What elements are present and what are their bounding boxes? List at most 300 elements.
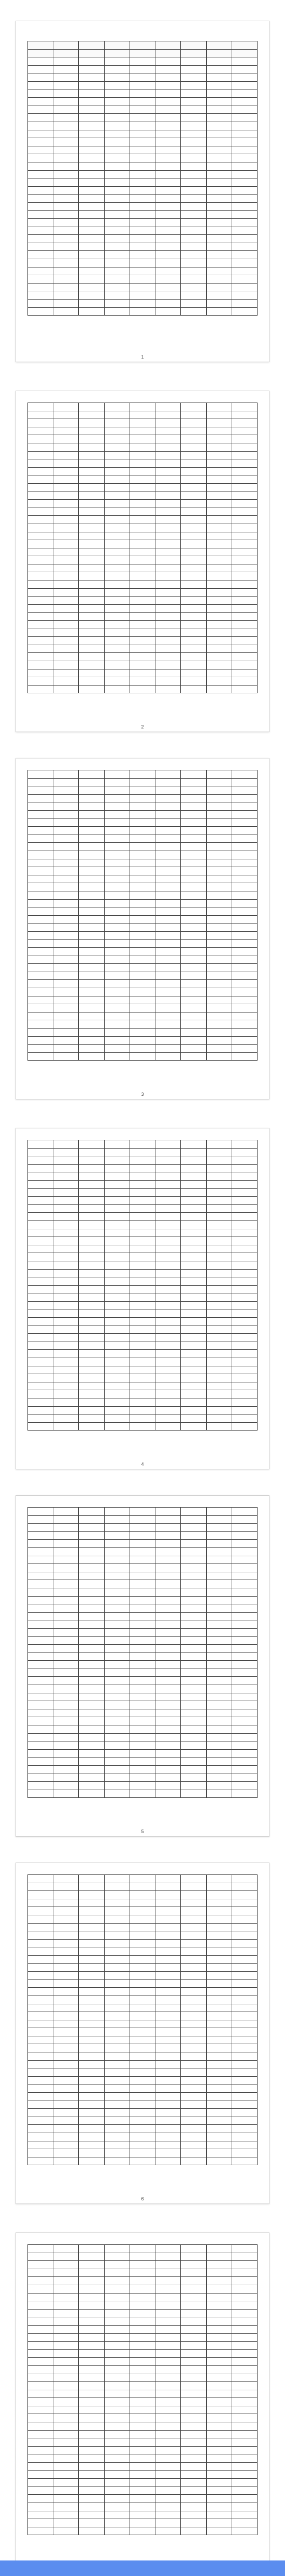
table-cell bbox=[53, 1156, 79, 1165]
table-cell bbox=[104, 1172, 130, 1181]
table-cell bbox=[181, 1180, 206, 1188]
table-cell bbox=[53, 235, 79, 243]
table-cell bbox=[53, 2093, 79, 2101]
table-cell bbox=[104, 2406, 130, 2414]
table-cell bbox=[232, 1661, 257, 1669]
table-cell bbox=[181, 1004, 206, 1012]
table-cell bbox=[104, 1245, 130, 1253]
table-cell bbox=[232, 1414, 257, 1423]
table-cell bbox=[79, 307, 104, 316]
table-cell bbox=[130, 2333, 155, 2342]
table-cell bbox=[53, 2486, 79, 2495]
table-cell bbox=[28, 90, 53, 98]
page-content bbox=[27, 1874, 258, 2192]
table-cell bbox=[181, 548, 206, 556]
table-cell bbox=[53, 851, 79, 859]
table-cell bbox=[79, 1891, 104, 1899]
page-number: 4 bbox=[141, 1462, 144, 1467]
table-cell bbox=[53, 443, 79, 451]
table-cell bbox=[130, 492, 155, 500]
table-cell bbox=[181, 275, 206, 284]
table-cell bbox=[28, 291, 53, 300]
table-cell bbox=[28, 1693, 53, 1701]
table-cell bbox=[155, 2076, 181, 2084]
table-cell bbox=[53, 1350, 79, 1358]
table-cell bbox=[206, 661, 232, 669]
table-row bbox=[28, 1931, 258, 1940]
table-cell bbox=[79, 1725, 104, 1734]
table-row bbox=[28, 1547, 258, 1556]
table-cell bbox=[155, 130, 181, 138]
table-cell bbox=[232, 291, 257, 300]
table-cell bbox=[206, 2076, 232, 2084]
table-cell bbox=[206, 980, 232, 988]
table-cell bbox=[28, 2060, 53, 2068]
table-cell bbox=[232, 2511, 257, 2519]
table-row bbox=[28, 2277, 258, 2285]
table-cell bbox=[79, 2044, 104, 2052]
table-row bbox=[28, 130, 258, 138]
table-row bbox=[28, 1253, 258, 1261]
table-cell bbox=[155, 1677, 181, 1685]
table-cell bbox=[130, 1398, 155, 1407]
table-cell bbox=[155, 621, 181, 629]
table-row bbox=[28, 653, 258, 661]
table-cell bbox=[232, 1717, 257, 1725]
table-cell bbox=[79, 1188, 104, 1197]
table-cell bbox=[28, 1245, 53, 1253]
table-cell bbox=[206, 564, 232, 572]
table-row bbox=[28, 451, 258, 459]
table-cell bbox=[155, 2398, 181, 2406]
table-cell bbox=[130, 907, 155, 916]
table-cell bbox=[53, 1620, 79, 1629]
table-cell bbox=[79, 130, 104, 138]
table-cell bbox=[28, 1774, 53, 1782]
table-cell bbox=[130, 770, 155, 779]
table-cell bbox=[155, 267, 181, 275]
table-cell bbox=[130, 940, 155, 948]
table-cell bbox=[130, 57, 155, 66]
table-cell bbox=[155, 57, 181, 66]
table-cell bbox=[79, 2309, 104, 2317]
table-cell bbox=[28, 875, 53, 883]
table-cell bbox=[79, 818, 104, 827]
table-cell bbox=[155, 1220, 181, 1229]
table-cell bbox=[232, 859, 257, 867]
table-cell bbox=[155, 500, 181, 508]
table-cell bbox=[206, 2285, 232, 2293]
table-cell bbox=[130, 1588, 155, 1596]
table-cell bbox=[130, 2365, 155, 2374]
table-cell bbox=[79, 1237, 104, 1245]
table-cell bbox=[28, 1524, 53, 1532]
table-cell bbox=[155, 1790, 181, 1798]
table-cell bbox=[28, 1701, 53, 1709]
table-cell bbox=[28, 500, 53, 508]
table-cell bbox=[104, 2141, 130, 2149]
table-cell bbox=[130, 972, 155, 980]
table-cell bbox=[28, 1382, 53, 1390]
table-cell bbox=[28, 411, 53, 419]
table-cell bbox=[53, 540, 79, 548]
table-cell bbox=[181, 2277, 206, 2285]
table-cell bbox=[130, 516, 155, 524]
table-cell bbox=[181, 1628, 206, 1636]
table-cell bbox=[130, 843, 155, 851]
table-cell bbox=[155, 637, 181, 645]
table-cell bbox=[79, 851, 104, 859]
table-cell bbox=[28, 275, 53, 284]
table-cell bbox=[181, 1766, 206, 1774]
table-cell bbox=[181, 2486, 206, 2495]
table-cell bbox=[79, 2519, 104, 2527]
table-cell bbox=[53, 1790, 79, 1798]
table-cell bbox=[53, 802, 79, 811]
table-cell bbox=[206, 924, 232, 932]
table-cell bbox=[206, 1398, 232, 1407]
table-cell bbox=[53, 300, 79, 308]
table-cell bbox=[155, 114, 181, 122]
table-cell bbox=[206, 637, 232, 645]
table-cell bbox=[130, 1899, 155, 1907]
table-cell bbox=[79, 2253, 104, 2261]
table-cell bbox=[104, 1398, 130, 1407]
table-cell bbox=[79, 1717, 104, 1725]
table-row bbox=[28, 1366, 258, 1374]
table-cell bbox=[28, 2068, 53, 2077]
table-cell bbox=[53, 2253, 79, 2261]
table-row bbox=[28, 2422, 258, 2431]
table-cell bbox=[79, 2317, 104, 2326]
table-cell bbox=[206, 1515, 232, 1524]
table-cell bbox=[79, 483, 104, 492]
table-cell bbox=[181, 2446, 206, 2454]
table-cell bbox=[104, 114, 130, 122]
table-cell bbox=[155, 524, 181, 532]
table-cell bbox=[130, 2004, 155, 2012]
table-cell bbox=[79, 532, 104, 540]
table-cell bbox=[130, 1366, 155, 1374]
table-cell bbox=[28, 851, 53, 859]
table-cell bbox=[232, 259, 257, 267]
table-cell bbox=[53, 899, 79, 907]
table-cell bbox=[181, 1758, 206, 1766]
table-cell bbox=[155, 1883, 181, 1891]
table-cell bbox=[28, 492, 53, 500]
table-cell bbox=[104, 1955, 130, 1963]
table-cell bbox=[155, 411, 181, 419]
table-cell bbox=[28, 1939, 53, 1947]
table-cell bbox=[181, 130, 206, 138]
table-cell bbox=[28, 243, 53, 251]
table-cell bbox=[206, 106, 232, 114]
table-cell bbox=[155, 1350, 181, 1358]
table-cell bbox=[104, 211, 130, 219]
table-cell bbox=[206, 685, 232, 693]
table-row bbox=[28, 2358, 258, 2366]
table-cell bbox=[79, 435, 104, 443]
table-cell bbox=[104, 1947, 130, 1956]
table-cell bbox=[206, 1269, 232, 1277]
table-cell bbox=[79, 2463, 104, 2471]
table-cell bbox=[79, 1277, 104, 1286]
table-cell bbox=[232, 669, 257, 677]
table-cell bbox=[28, 1636, 53, 1645]
table-cell bbox=[53, 1374, 79, 1382]
table-cell bbox=[104, 1140, 130, 1149]
table-row bbox=[28, 2076, 258, 2084]
table-cell bbox=[28, 2028, 53, 2036]
table-cell bbox=[232, 1758, 257, 1766]
table-cell bbox=[53, 2157, 79, 2165]
table-cell bbox=[53, 2293, 79, 2301]
table-cell bbox=[28, 770, 53, 779]
table-cell bbox=[206, 1580, 232, 1588]
table-cell bbox=[155, 1725, 181, 1734]
table-row bbox=[28, 859, 258, 867]
table-cell bbox=[28, 1766, 53, 1774]
table-row bbox=[28, 1693, 258, 1701]
table-cell bbox=[130, 1293, 155, 1302]
table-cell bbox=[79, 956, 104, 964]
table-row bbox=[28, 2486, 258, 2495]
table-row bbox=[28, 300, 258, 308]
table-cell bbox=[232, 1669, 257, 1677]
table-cell bbox=[28, 2495, 53, 2503]
table-cell bbox=[104, 2479, 130, 2487]
table-cell bbox=[155, 1140, 181, 1149]
page-number: 6 bbox=[141, 2196, 144, 2201]
table-cell bbox=[104, 178, 130, 187]
table-cell bbox=[232, 875, 257, 883]
table-cell bbox=[155, 931, 181, 940]
table-cell bbox=[104, 802, 130, 811]
table-cell bbox=[104, 1301, 130, 1309]
table-cell bbox=[181, 1374, 206, 1382]
table-cell bbox=[181, 907, 206, 916]
table-cell bbox=[28, 170, 53, 178]
table-cell bbox=[232, 1213, 257, 1221]
table-row bbox=[28, 2349, 258, 2358]
table-cell bbox=[130, 2157, 155, 2165]
table-cell bbox=[28, 972, 53, 980]
table-header-cell bbox=[130, 49, 155, 57]
table-cell bbox=[104, 1620, 130, 1629]
table-cell bbox=[28, 1996, 53, 2004]
table-cell bbox=[130, 1285, 155, 1293]
table-cell bbox=[130, 1004, 155, 1012]
table-cell bbox=[130, 2052, 155, 2061]
table-cell bbox=[181, 1366, 206, 1374]
table-cell bbox=[28, 621, 53, 629]
table-cell bbox=[53, 956, 79, 964]
table-cell bbox=[104, 685, 130, 693]
table-row bbox=[28, 2470, 258, 2479]
table-cell bbox=[232, 195, 257, 203]
table-cell bbox=[28, 802, 53, 811]
table-cell bbox=[232, 1309, 257, 1318]
table-cell bbox=[181, 2374, 206, 2382]
table-cell bbox=[104, 2446, 130, 2454]
table-cell bbox=[28, 564, 53, 572]
table-cell bbox=[130, 508, 155, 516]
table-cell bbox=[79, 1140, 104, 1149]
table-cell bbox=[104, 980, 130, 988]
table-cell bbox=[232, 956, 257, 964]
table-cell bbox=[53, 1947, 79, 1956]
table-cell bbox=[232, 2109, 257, 2117]
table-cell bbox=[130, 2277, 155, 2285]
table-cell bbox=[79, 1508, 104, 1516]
table-cell bbox=[130, 794, 155, 802]
table-cell bbox=[104, 2068, 130, 2077]
table-cell bbox=[206, 1923, 232, 1931]
table-row bbox=[28, 1229, 258, 1237]
table-cell bbox=[53, 178, 79, 187]
table-cell bbox=[206, 2277, 232, 2285]
table-cell bbox=[232, 162, 257, 170]
table-cell bbox=[130, 1277, 155, 1286]
table-cell bbox=[130, 1188, 155, 1197]
table-cell bbox=[104, 915, 130, 924]
table-cell bbox=[232, 564, 257, 572]
table-cell bbox=[130, 483, 155, 492]
table-cell bbox=[53, 2076, 79, 2084]
table-cell bbox=[28, 235, 53, 243]
table-cell bbox=[155, 604, 181, 613]
table-cell bbox=[53, 1318, 79, 1326]
table-cell bbox=[104, 2285, 130, 2293]
table-cell bbox=[104, 1693, 130, 1701]
table-cell bbox=[53, 1547, 79, 1556]
table-cell bbox=[232, 106, 257, 114]
table-cell bbox=[232, 597, 257, 605]
table-cell bbox=[28, 146, 53, 154]
table-cell bbox=[181, 1020, 206, 1029]
table-cell bbox=[104, 1285, 130, 1293]
table-cell bbox=[79, 1955, 104, 1963]
table-cell bbox=[104, 1931, 130, 1940]
table-row bbox=[28, 1899, 258, 1907]
table-cell bbox=[155, 1213, 181, 1221]
table-cell bbox=[206, 2093, 232, 2101]
table-cell bbox=[53, 891, 79, 899]
table-cell bbox=[28, 2438, 53, 2447]
table-cell bbox=[28, 524, 53, 532]
table-cell bbox=[181, 2084, 206, 2093]
table-cell bbox=[232, 1749, 257, 1758]
table-cell bbox=[104, 2503, 130, 2511]
table-cell bbox=[206, 907, 232, 916]
table-cell bbox=[79, 114, 104, 122]
table-cell bbox=[206, 818, 232, 827]
table-cell bbox=[79, 73, 104, 82]
table-cell bbox=[53, 2044, 79, 2052]
table-cell bbox=[79, 1875, 104, 1883]
table-cell bbox=[79, 202, 104, 211]
table-cell bbox=[155, 988, 181, 996]
table-cell bbox=[232, 1390, 257, 1398]
table-cell bbox=[53, 1931, 79, 1940]
table-cell bbox=[130, 2503, 155, 2511]
table-cell bbox=[28, 1140, 53, 1149]
table-cell bbox=[104, 818, 130, 827]
table-cell bbox=[155, 1612, 181, 1620]
table-cell bbox=[28, 1029, 53, 1037]
table-cell bbox=[53, 1172, 79, 1181]
table-cell bbox=[181, 2285, 206, 2293]
table-cell bbox=[79, 2406, 104, 2414]
table-cell bbox=[104, 1524, 130, 1532]
table-row bbox=[28, 940, 258, 948]
table-cell bbox=[206, 2479, 232, 2487]
table-cell bbox=[206, 1947, 232, 1956]
table-cell bbox=[181, 1693, 206, 1701]
table-cell bbox=[155, 1636, 181, 1645]
table-cell bbox=[181, 1229, 206, 1237]
table-cell bbox=[79, 1229, 104, 1237]
table-cell bbox=[155, 964, 181, 972]
table-cell bbox=[155, 1891, 181, 1899]
table-cell bbox=[155, 669, 181, 677]
table-header-cell bbox=[79, 49, 104, 57]
table-cell bbox=[232, 867, 257, 875]
table-cell bbox=[104, 1350, 130, 1358]
table-cell bbox=[53, 2519, 79, 2527]
table-cell bbox=[28, 1414, 53, 1423]
table-cell bbox=[155, 211, 181, 219]
table-row bbox=[28, 1774, 258, 1782]
table-header-cell bbox=[79, 41, 104, 50]
table-cell bbox=[181, 65, 206, 73]
table-cell bbox=[53, 1588, 79, 1596]
table-cell bbox=[181, 2382, 206, 2390]
table-cell bbox=[28, 2285, 53, 2293]
table-cell bbox=[53, 1140, 79, 1149]
table-cell bbox=[155, 2519, 181, 2527]
table-row bbox=[28, 1156, 258, 1165]
table-cell bbox=[53, 1253, 79, 1261]
table-cell bbox=[181, 2527, 206, 2535]
table-cell bbox=[181, 1685, 206, 1693]
table-cell bbox=[232, 251, 257, 259]
table-cell bbox=[130, 948, 155, 956]
table-row bbox=[28, 1741, 258, 1750]
table-cell bbox=[130, 1725, 155, 1734]
table-cell bbox=[232, 202, 257, 211]
table-cell bbox=[104, 81, 130, 90]
table-cell bbox=[206, 851, 232, 859]
table-cell bbox=[155, 419, 181, 427]
notice-bar[interactable] bbox=[0, 2560, 285, 2576]
table-row bbox=[28, 90, 258, 98]
document-page bbox=[16, 1495, 269, 1837]
table-cell bbox=[28, 1652, 53, 1661]
table-cell bbox=[79, 2004, 104, 2012]
table-cell bbox=[181, 1883, 206, 1891]
table-cell bbox=[53, 411, 79, 419]
table-row bbox=[28, 1197, 258, 1205]
table-cell bbox=[206, 283, 232, 291]
table-cell bbox=[104, 1685, 130, 1693]
table-cell bbox=[155, 98, 181, 106]
table-cell bbox=[181, 778, 206, 786]
table-cell bbox=[155, 810, 181, 818]
table-cell bbox=[232, 1652, 257, 1661]
table-cell bbox=[79, 275, 104, 284]
table-cell bbox=[181, 1979, 206, 1988]
